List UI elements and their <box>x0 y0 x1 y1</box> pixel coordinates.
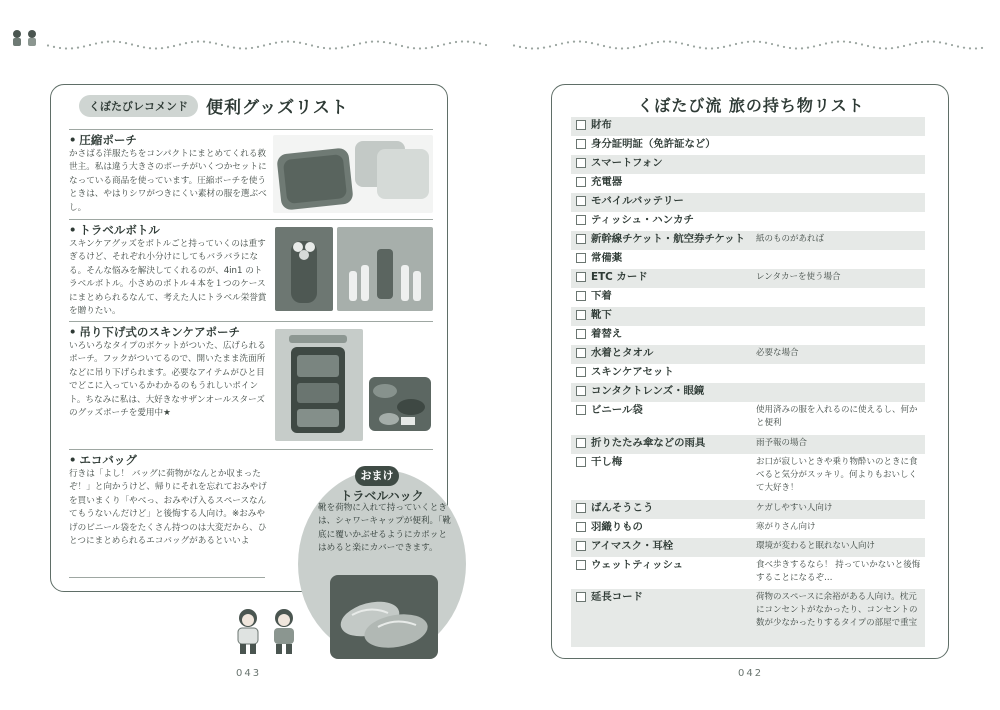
checklist-item-note: 寒がりさん向け <box>756 522 816 532</box>
decorative-dot <box>765 42 767 44</box>
checkbox[interactable] <box>576 560 586 570</box>
decorative-dot <box>885 47 887 49</box>
decorative-dot <box>107 41 109 43</box>
checklist-item-label: コンタクトレンズ・眼鏡 <box>591 385 705 397</box>
decorative-dot <box>837 41 839 43</box>
decorative-dot <box>693 45 695 47</box>
checklist-item-label: ETC カード <box>591 271 648 283</box>
decorative-dot <box>119 41 121 43</box>
decorative-dot <box>603 45 605 47</box>
decorative-dot <box>473 41 475 43</box>
decorative-dot <box>365 41 367 43</box>
checklist-item-label: 下着 <box>591 290 612 302</box>
decorative-dot <box>963 47 965 49</box>
decorative-dot <box>317 46 319 48</box>
checklist-item <box>571 250 925 269</box>
checklist-item-note <box>756 250 925 269</box>
decorative-dot <box>549 45 551 47</box>
decorative-dot <box>951 44 953 46</box>
checkbox[interactable] <box>576 177 586 187</box>
decorative-dot <box>245 47 247 49</box>
decorative-dot <box>419 47 421 49</box>
goods-item-title: • 吊り下げ式のスキンケアポーチ <box>69 325 269 340</box>
recommend-header <box>79 93 349 118</box>
decorative-dot <box>53 46 55 48</box>
decorative-dot <box>467 41 469 43</box>
decorative-dot <box>191 41 193 43</box>
checklist-item <box>571 454 925 500</box>
decorative-dot <box>347 45 349 47</box>
decorative-dot <box>461 40 463 42</box>
decorative-dot <box>675 41 677 43</box>
decorative-dot <box>909 43 911 45</box>
decorative-dot <box>341 47 343 49</box>
decorative-dot <box>819 44 821 46</box>
checklist-item-note <box>756 212 925 231</box>
checklist-item <box>571 136 925 155</box>
divider <box>69 577 265 578</box>
decorative-dot <box>585 41 587 43</box>
decorative-dot <box>233 47 235 49</box>
decorative-dot <box>903 45 905 47</box>
checklist-item-note <box>756 117 925 136</box>
decorative-dot <box>879 47 881 49</box>
checklist-item-note: ケガしやすい人向け <box>756 503 833 513</box>
camouflage-pouch-photo <box>365 367 435 441</box>
decorative-dot <box>807 47 809 49</box>
decorative-dot <box>711 47 713 49</box>
decorative-dot <box>137 45 139 47</box>
checklist-item <box>571 269 925 288</box>
decorative-dot <box>939 41 941 43</box>
decorative-dot <box>855 42 857 44</box>
decorative-dot <box>179 43 181 45</box>
checklist-item-note <box>756 288 925 307</box>
decorative-dot <box>813 45 815 47</box>
decorative-dot <box>71 47 73 49</box>
checkbox[interactable] <box>576 367 586 377</box>
checklist-item <box>571 435 925 454</box>
decorative-dot <box>717 47 719 49</box>
decorative-dot <box>65 47 67 49</box>
decorative-dot <box>263 44 265 46</box>
decorative-dot <box>227 45 229 47</box>
decorative-dot <box>443 43 445 45</box>
checkbox[interactable] <box>576 120 586 130</box>
checkbox[interactable] <box>576 541 586 551</box>
travel-bottle-case-photo <box>275 227 333 311</box>
checklist-item-label: ティッシュ・ハンカチ <box>591 214 694 226</box>
decorative-dotted-rule-right <box>512 38 988 52</box>
hanging-pouch-photo <box>275 329 363 441</box>
decorative-dot <box>455 41 457 43</box>
checkbox[interactable] <box>576 139 586 149</box>
decorative-dot <box>891 47 893 49</box>
packing-list-title: くぼたび流 旅の持ち物リスト <box>637 96 865 115</box>
decorative-dot <box>933 41 935 43</box>
decorative-dot <box>609 46 611 48</box>
decorative-dot <box>795 47 797 49</box>
checklist-item-note: レンタカーを使う場合 <box>756 272 841 282</box>
checklist-item-note: 雨予報の場合 <box>756 438 808 448</box>
decorative-dot <box>203 41 205 43</box>
decorative-dot <box>633 46 635 48</box>
decorative-dot <box>299 42 301 44</box>
checklist-item <box>571 193 925 212</box>
decorative-dot <box>735 43 737 45</box>
decorative-dot <box>825 42 827 44</box>
decorative-dot <box>311 44 313 46</box>
decorative-dot <box>431 46 433 48</box>
checkbox[interactable] <box>576 272 586 282</box>
decorative-dot <box>395 43 397 45</box>
decorative-dot <box>215 42 217 44</box>
decorative-dot <box>747 41 749 43</box>
decorative-dot <box>131 43 133 45</box>
decorative-dot <box>329 47 331 49</box>
shoes-photo <box>330 575 438 659</box>
decorative-dot <box>185 42 187 44</box>
decorative-dot <box>945 42 947 44</box>
packing-list-panel <box>551 84 949 659</box>
decorative-dot <box>567 41 569 43</box>
decorative-dot <box>401 45 403 47</box>
decorative-dot <box>843 40 845 42</box>
checkbox[interactable] <box>576 592 586 602</box>
decorative-dot <box>981 47 983 49</box>
checklist-item-note <box>756 383 925 402</box>
decorative-dot <box>573 41 575 43</box>
goods-item-body: かさばる洋服たちをコンパクトにまとめてくれる救世主。私は違う大きさのポーチがいくつかセットになっている商品を使っています。圧縮ポーチを使うときは、やはりシワがつきにくい素材の服を選ぶべし。 <box>69 149 267 213</box>
checkbox[interactable] <box>576 503 586 513</box>
checklist-item-note <box>756 193 925 212</box>
decorative-dot <box>681 42 683 44</box>
kids-illustration-small <box>8 28 42 50</box>
travel-hack-body: 靴を荷物に入れて持っていくときは、シャワーキャップが便利。「靴底に覆いかぶせるようにカポッとはめると楽にカバーできます。 <box>318 503 452 554</box>
checkbox[interactable] <box>576 196 586 206</box>
goods-item-title: • エコバッグ <box>69 453 269 468</box>
checkbox[interactable] <box>576 253 586 263</box>
checklist-item-note: 食べ歩きするなら！ 持っていかないと後悔することになるぞ… <box>756 560 921 583</box>
decorative-dot <box>651 42 653 44</box>
decorative-dot <box>377 40 379 42</box>
decorative-dot <box>251 47 253 49</box>
decorative-dot <box>957 45 959 47</box>
checklist-item <box>571 500 925 519</box>
decorative-dot <box>555 44 557 46</box>
checklist-item-label: ばんそうこう <box>591 502 654 514</box>
decorative-dot <box>615 47 617 49</box>
goods-item-title: • 圧縮ポーチ <box>69 133 269 148</box>
checkbox[interactable] <box>576 310 586 320</box>
checklist-item <box>571 589 925 647</box>
checklist-item-label: 靴下 <box>591 309 612 321</box>
checkbox[interactable] <box>576 386 586 396</box>
decorative-dot <box>753 40 755 42</box>
goods-item-eco-bag <box>69 453 269 548</box>
goods-item-title: • トラベルボトル <box>69 223 269 238</box>
decorative-dot <box>323 47 325 49</box>
goods-item-body: いろいろなタイプのポケットがついた、広げられるポーチ。フックがついてるので、開いたまま洗面所などに吊り下げられます。必要なアイテムがひと目でどこに入っているかわかるのもうれしいポイント。ちなみに私は、大好きなサザンオールスターズのグッズポーチを愛用中★ <box>69 341 266 419</box>
goods-item-body: 行きは「よし！ バッグに荷物がなんとか収まったぞ！」と向かうけど、帰りにそれを忘れておみやげを買いまくり「やべっ、おみやげ入るスペースなんてもうないんだけど」と後悔する人向け。※おみやげのビニール袋をたくさん持つのは大変だから、ひとつにまとめられるエコバッグがあるといいよ <box>69 469 267 547</box>
decorative-dot <box>209 41 211 43</box>
decorative-dot <box>513 44 515 46</box>
decorative-dot <box>125 42 127 44</box>
decorative-dot <box>777 44 779 46</box>
decorative-dot <box>537 47 539 49</box>
decorative-dot <box>759 41 761 43</box>
checklist-item <box>571 117 925 136</box>
checklist-item-note <box>756 364 925 383</box>
checkbox[interactable] <box>576 457 586 467</box>
decorative-dot <box>927 40 929 42</box>
decorative-dot <box>389 42 391 44</box>
checklist-item-label: 水着とタオル <box>591 347 654 359</box>
decorative-dot <box>113 40 115 42</box>
decorative-dot <box>579 40 581 42</box>
decorative-dot <box>729 44 731 46</box>
decorative-dot <box>155 47 157 49</box>
decorative-dot <box>663 40 665 42</box>
decorative-dot <box>699 47 701 49</box>
checklist-item-note: 荷物のスペースに余裕がある人向け。枕元にコンセントがなかったり、コンセントの数が少なかったりするタイプの部屋で重宝 <box>756 592 918 628</box>
checklist-item-note: 環境が変わると眠れない人向け <box>756 541 876 551</box>
decorative-dot <box>485 44 487 46</box>
checklist-item-label: 干し梅 <box>591 456 623 468</box>
decorative-dot <box>921 41 923 43</box>
checklist-item <box>571 307 925 326</box>
decorative-dot <box>849 41 851 43</box>
checklist-item-note: 紙のものがあれば <box>756 234 825 244</box>
decorative-dot <box>359 42 361 44</box>
travel-hack-title: トラベルハック <box>340 489 424 503</box>
divider <box>69 321 433 322</box>
decorative-dot <box>287 40 289 42</box>
checklist-item-label: 常備薬 <box>591 252 623 264</box>
checklist-item-label: 折りたたみ傘などの雨具 <box>591 437 706 449</box>
decorative-dot <box>167 46 169 48</box>
checkbox[interactable] <box>576 234 586 244</box>
checklist-item-note <box>756 326 925 345</box>
decorative-dot <box>95 42 97 44</box>
checklist-item-label: スキンケアセット <box>591 366 674 378</box>
checklist-item <box>571 364 925 383</box>
checklist-item-note: 必要な場合 <box>756 348 799 358</box>
decorative-dot <box>221 44 223 46</box>
omake-badge: おまけ <box>355 466 399 486</box>
recommend-title: 便利グッズリスト <box>206 98 349 118</box>
checklist-item <box>571 174 925 193</box>
decorative-dot <box>525 47 527 49</box>
checkbox[interactable] <box>576 291 586 301</box>
decorative-dot <box>783 46 785 48</box>
checklist-item <box>571 345 925 364</box>
checklist-item-label: モバイルバッテリー <box>591 195 684 207</box>
decorative-dot <box>519 46 521 48</box>
decorative-dot <box>59 47 61 49</box>
decorative-dot <box>101 41 103 43</box>
checklist-item-note <box>756 155 925 174</box>
decorative-dot <box>407 46 409 48</box>
decorative-dot <box>897 46 899 48</box>
decorative-dot <box>479 42 481 44</box>
checkbox[interactable] <box>576 215 586 225</box>
decorative-dot <box>281 41 283 43</box>
decorative-dot <box>371 41 373 43</box>
decorative-dot <box>771 43 773 45</box>
checklist-item-label: 財布 <box>591 119 612 131</box>
decorative-dot <box>969 47 971 49</box>
decorative-dot <box>293 41 295 43</box>
checklist-item-label: 身分証明証（免許証など） <box>591 138 716 150</box>
checkbox[interactable] <box>576 158 586 168</box>
decorative-dot <box>239 47 241 49</box>
decorative-dot <box>831 41 833 43</box>
checklist-item <box>571 383 925 402</box>
checklist-item-note: 使用済みの服を入れるのに使えるし、何かと便利 <box>756 405 918 428</box>
decorative-dot <box>915 42 917 44</box>
decorative-dot <box>705 47 707 49</box>
checklist-item-label: ビニール袋 <box>591 404 643 416</box>
decorative-dot <box>741 42 743 44</box>
decorative-dot <box>449 42 451 44</box>
decorative-dot <box>789 47 791 49</box>
decorative-dot <box>143 46 145 48</box>
checklist-item-label: 着替え <box>591 328 623 340</box>
decorative-dot <box>77 47 79 49</box>
compression-pouch-photo <box>273 135 433 213</box>
decorative-dot <box>657 41 659 43</box>
checklist-item <box>571 402 925 435</box>
decorative-dot <box>425 47 427 49</box>
checklist-item-label: ウェットティッシュ <box>591 559 684 571</box>
divider <box>69 129 433 130</box>
checklist-item-note <box>756 307 925 326</box>
checklist-item-label: アイマスク・耳栓 <box>591 540 674 552</box>
kids-illustration <box>224 606 310 656</box>
decorative-dot <box>543 47 545 49</box>
decorative-dot <box>975 47 977 49</box>
checklist-item-note: お口が寂しいときや乗り物酔いのときに食べると気分がスッキリ。何よりもおいしくて大好き！ <box>756 457 918 493</box>
decorative-dot <box>627 47 629 49</box>
checkbox[interactable] <box>576 522 586 532</box>
decorative-dot <box>597 43 599 45</box>
decorative-dot <box>639 45 641 47</box>
checklist-item-label: 充電器 <box>591 176 623 188</box>
decorative-dot <box>173 45 175 47</box>
divider <box>69 449 433 450</box>
decorative-dot <box>161 47 163 49</box>
decorative-dot <box>305 43 307 45</box>
decorative-dot <box>413 47 415 49</box>
decorative-dot <box>723 46 725 48</box>
checklist-item-label: スマートフォン <box>591 157 663 169</box>
checklist-item <box>571 519 925 538</box>
decorative-dot <box>561 42 563 44</box>
goods-item-body: スキンケアグッズをボトルごと持っていくのは重すぎるけど、それぞれ小分けにしてもバラバラになる。そんな悩みを解決してくれるのが、4in1 のトラベルボトル。小さめのボトル４本を１つのケースにまとめられるなんて、考えた人にトラベル栄誉賞を贈りたい。 <box>69 239 267 317</box>
checkbox[interactable] <box>576 348 586 358</box>
checklist-item <box>571 212 925 231</box>
decorative-dot <box>531 47 533 49</box>
decorative-dot <box>687 44 689 46</box>
decorative-dot <box>383 41 385 43</box>
divider <box>69 219 433 220</box>
decorative-dot <box>873 46 875 48</box>
checklist-item <box>571 155 925 174</box>
travel-bottles-photo <box>337 227 433 311</box>
decorative-dot <box>335 47 337 49</box>
checklist-item-note <box>756 174 925 193</box>
checklist-item-label: 新幹線チケット・航空券チケット <box>591 233 745 245</box>
decorative-dot <box>257 46 259 48</box>
recommend-tag: くぼたびレコメンド <box>79 95 198 117</box>
decorative-dot <box>621 47 623 49</box>
decorative-dotted-rule-left <box>46 38 488 52</box>
decorative-dot <box>801 47 803 49</box>
checklist-item <box>571 538 925 557</box>
checklist-item <box>571 557 925 589</box>
checklist-item <box>571 231 925 250</box>
page-number-left: 043 <box>236 668 262 679</box>
goods-item-compression-pouch <box>69 133 269 215</box>
checklist-item <box>571 326 925 345</box>
checklist-item-label: 羽織りもの <box>591 521 643 533</box>
decorative-dot <box>47 44 49 46</box>
goods-item-travel-bottle <box>69 223 269 318</box>
checkbox[interactable] <box>576 329 586 339</box>
decorative-dot <box>591 42 593 44</box>
decorative-dot <box>89 44 91 46</box>
decorative-dot <box>197 40 199 42</box>
checklist-item-note <box>756 136 925 155</box>
page-number-right: 042 <box>738 668 764 679</box>
decorative-dot <box>861 43 863 45</box>
decorative-dot <box>353 44 355 46</box>
decorative-dot <box>269 43 271 45</box>
checklist-item-label: 延長コード <box>591 591 643 603</box>
decorative-dot <box>149 47 151 49</box>
decorative-dot <box>437 45 439 47</box>
decorative-dot <box>83 45 85 47</box>
checklist-item <box>571 288 925 307</box>
checkbox[interactable] <box>576 405 586 415</box>
decorative-dot <box>867 45 869 47</box>
goods-item-hanging-pouch <box>69 325 269 420</box>
decorative-dot <box>645 43 647 45</box>
decorative-dot <box>275 42 277 44</box>
checkbox[interactable] <box>576 438 586 448</box>
decorative-dot <box>669 41 671 43</box>
